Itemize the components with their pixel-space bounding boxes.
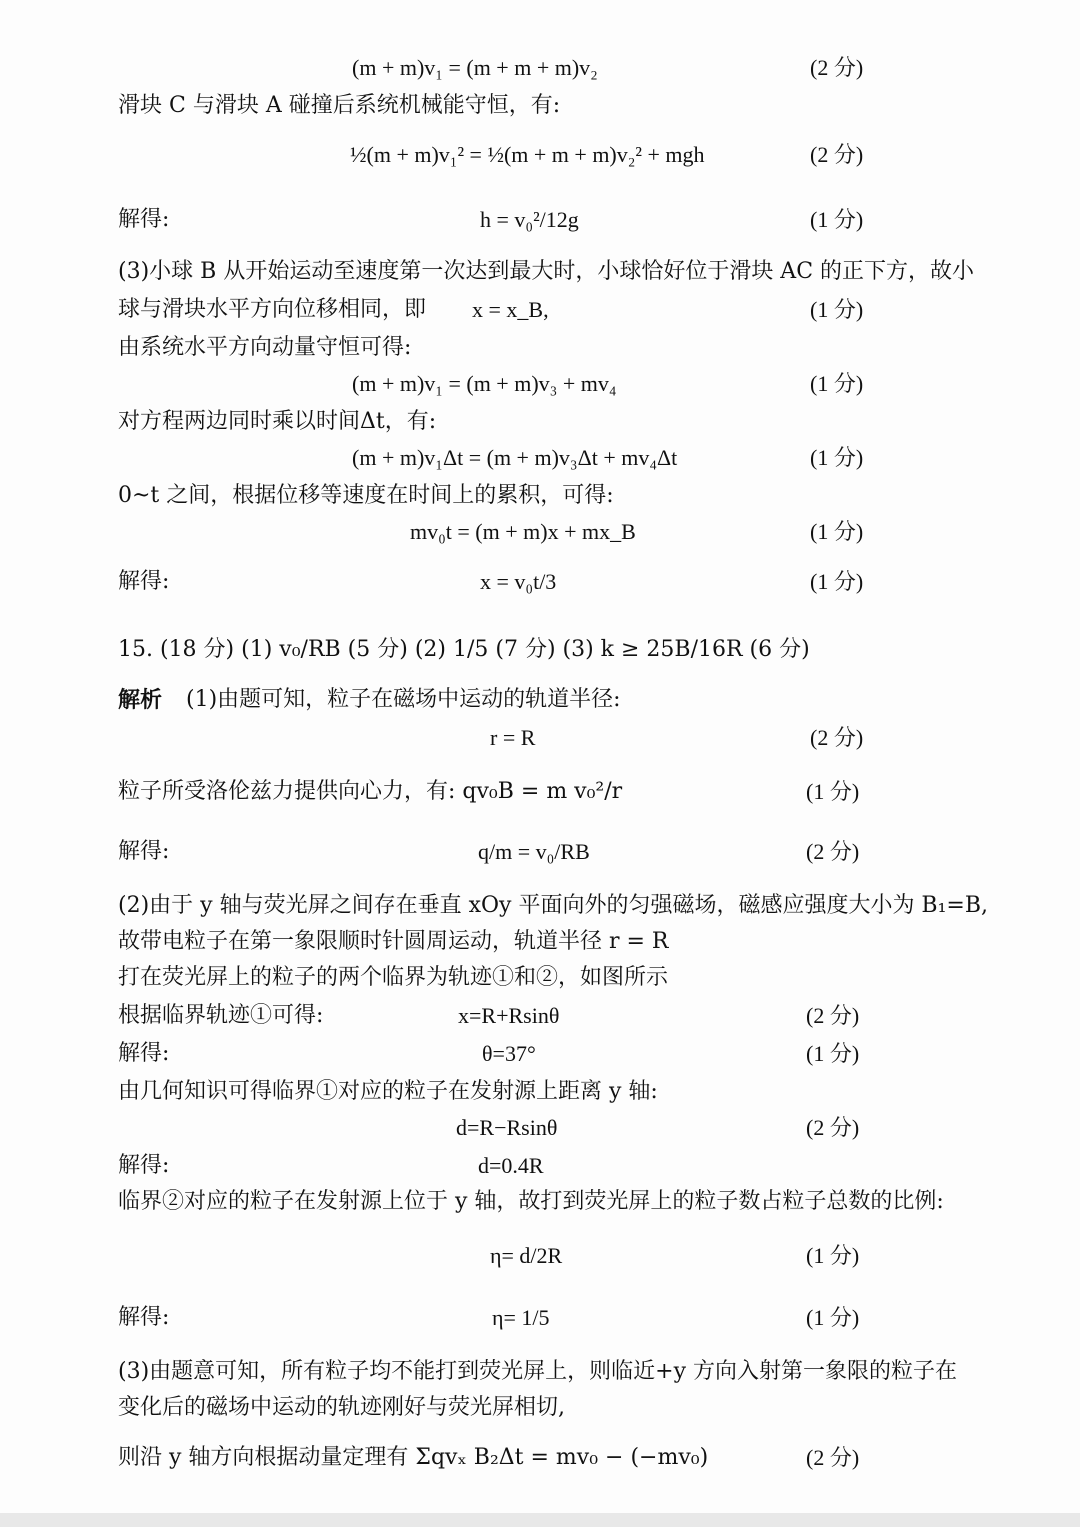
- score-mark: (2 分): [810, 55, 864, 80]
- equation-theta: θ=37°: [482, 1041, 536, 1066]
- score-mark: (2 分): [810, 725, 864, 750]
- score-mark: (1 分): [810, 569, 864, 594]
- score-mark: (1 分): [806, 1243, 860, 1268]
- equation-ratio-result: η= 1/5: [492, 1305, 550, 1330]
- score-mark: (1 分): [810, 519, 864, 544]
- solve-label: 解得:: [118, 1305, 170, 1330]
- score-mark: (1 分): [810, 445, 864, 470]
- equation-momentum-1: (m + m)v₁ = (m + m + m)v₂: [352, 55, 598, 80]
- text-line: (1)由题可知，粒子在磁场中运动的轨道半径:: [186, 687, 621, 712]
- equation-momentum-2: (m + m)v₁ = (m + m)v₃ + mv₄: [352, 371, 617, 396]
- text-line: 球与滑块水平方向位移相同，即: [118, 297, 427, 322]
- score-mark: (1 分): [810, 207, 864, 232]
- score-mark: (2 分): [806, 1115, 860, 1140]
- equation-critical-1: x=R+Rsinθ: [458, 1003, 560, 1028]
- equation-charge-mass: q/m = v₀/RB: [478, 839, 590, 864]
- text-line: 打在荧光屏上的粒子的两个临界为轨迹①和②，如图所示: [118, 965, 669, 990]
- score-mark: (2 分): [810, 142, 864, 167]
- equation-ratio: η= d/2R: [490, 1243, 563, 1268]
- score-mark: (2 分): [806, 839, 860, 864]
- solve-label: 解得:: [118, 1041, 170, 1066]
- score-mark: (2 分): [806, 1445, 860, 1470]
- equation-height: h = v₀²/12g: [480, 207, 579, 232]
- score-mark: (1 分): [806, 779, 860, 804]
- text-line: 根据临界轨迹①可得:: [118, 1003, 324, 1028]
- page-bottom-edge: [0, 1513, 1080, 1527]
- equation-x-result: x = v₀t/3: [480, 569, 557, 594]
- text-line: 变化后的磁场中运动的轨迹刚好与荧光屏相切,: [118, 1395, 565, 1420]
- text-line: 由几何知识可得临界①对应的粒子在发射源上距离 y 轴:: [118, 1079, 658, 1104]
- solve-label: 解得:: [118, 1153, 170, 1178]
- question-15-answers: 15. (18 分) (1) v₀/RB (5 分) (2) 1/5 (7 分) (3) k ≥ 25B/16R (6 分): [118, 637, 810, 662]
- score-mark: (1 分): [810, 297, 864, 322]
- score-mark: (1 分): [806, 1305, 860, 1330]
- text-line: 对方程两边同时乘以时间Δt，有:: [118, 409, 437, 434]
- score-mark: (2 分): [806, 1003, 860, 1028]
- text-line: (3)小球 B 从开始运动至速度第一次达到最大时，小球恰好位于滑块 AC 的正下方，故小: [118, 259, 975, 284]
- score-mark: (1 分): [810, 371, 864, 396]
- analysis-label: 解析: [118, 687, 163, 713]
- text-line: (2)由于 y 轴与荧光屏之间存在垂直 xOy 平面向外的匀强磁场，磁感应强度大小为 B₁=B,: [118, 893, 989, 918]
- equation-accumulation: mv₀t = (m + m)x + mx_B: [410, 519, 636, 544]
- equation-d-result: d=0.4R: [478, 1153, 544, 1178]
- equation-radius: r = R: [490, 725, 536, 750]
- solve-label: 解得:: [118, 207, 170, 232]
- text-line: 由系统水平方向动量守恒可得:: [118, 335, 412, 360]
- equation-energy: ½(m + m)v₁² = ½(m + m + m)v₂² + mgh: [350, 142, 705, 167]
- text-line: 0~t 之间，根据位移等速度在时间上的累积，可得:: [118, 483, 614, 508]
- text-line: (3)由题意可知，所有粒子均不能打到荧光屏上，则临近+y 方向入射第一象限的粒子在: [118, 1359, 958, 1384]
- text-line: 滑块 C 与滑块 A 碰撞后系统机械能守恒，有:: [118, 93, 561, 118]
- equation-momentum-3: (m + m)v₁Δt = (m + m)v₃Δt + mv₄Δt: [352, 445, 678, 470]
- text-line: 则沿 y 轴方向根据动量定理有 Σqvₓ B₂Δt = mv₀ − (−mv₀): [118, 1445, 709, 1470]
- equation-distance: d=R−Rsinθ: [456, 1115, 558, 1140]
- text-line: 故带电粒子在第一象限顺时针圆周运动，轨道半径 r = R: [118, 929, 669, 954]
- score-mark: (1 分): [806, 1041, 860, 1066]
- solve-label: 解得:: [118, 839, 170, 864]
- text-line: 粒子所受洛伦兹力提供向心力，有: qv₀B = m v₀²/r: [118, 779, 623, 804]
- equation-displacement: x = x_B,: [472, 297, 549, 322]
- solve-label: 解得:: [118, 569, 170, 594]
- text-line: 临界②对应的粒子在发射源上位于 y 轴，故打到荧光屏上的粒子数占粒子总数的比例:: [118, 1189, 944, 1214]
